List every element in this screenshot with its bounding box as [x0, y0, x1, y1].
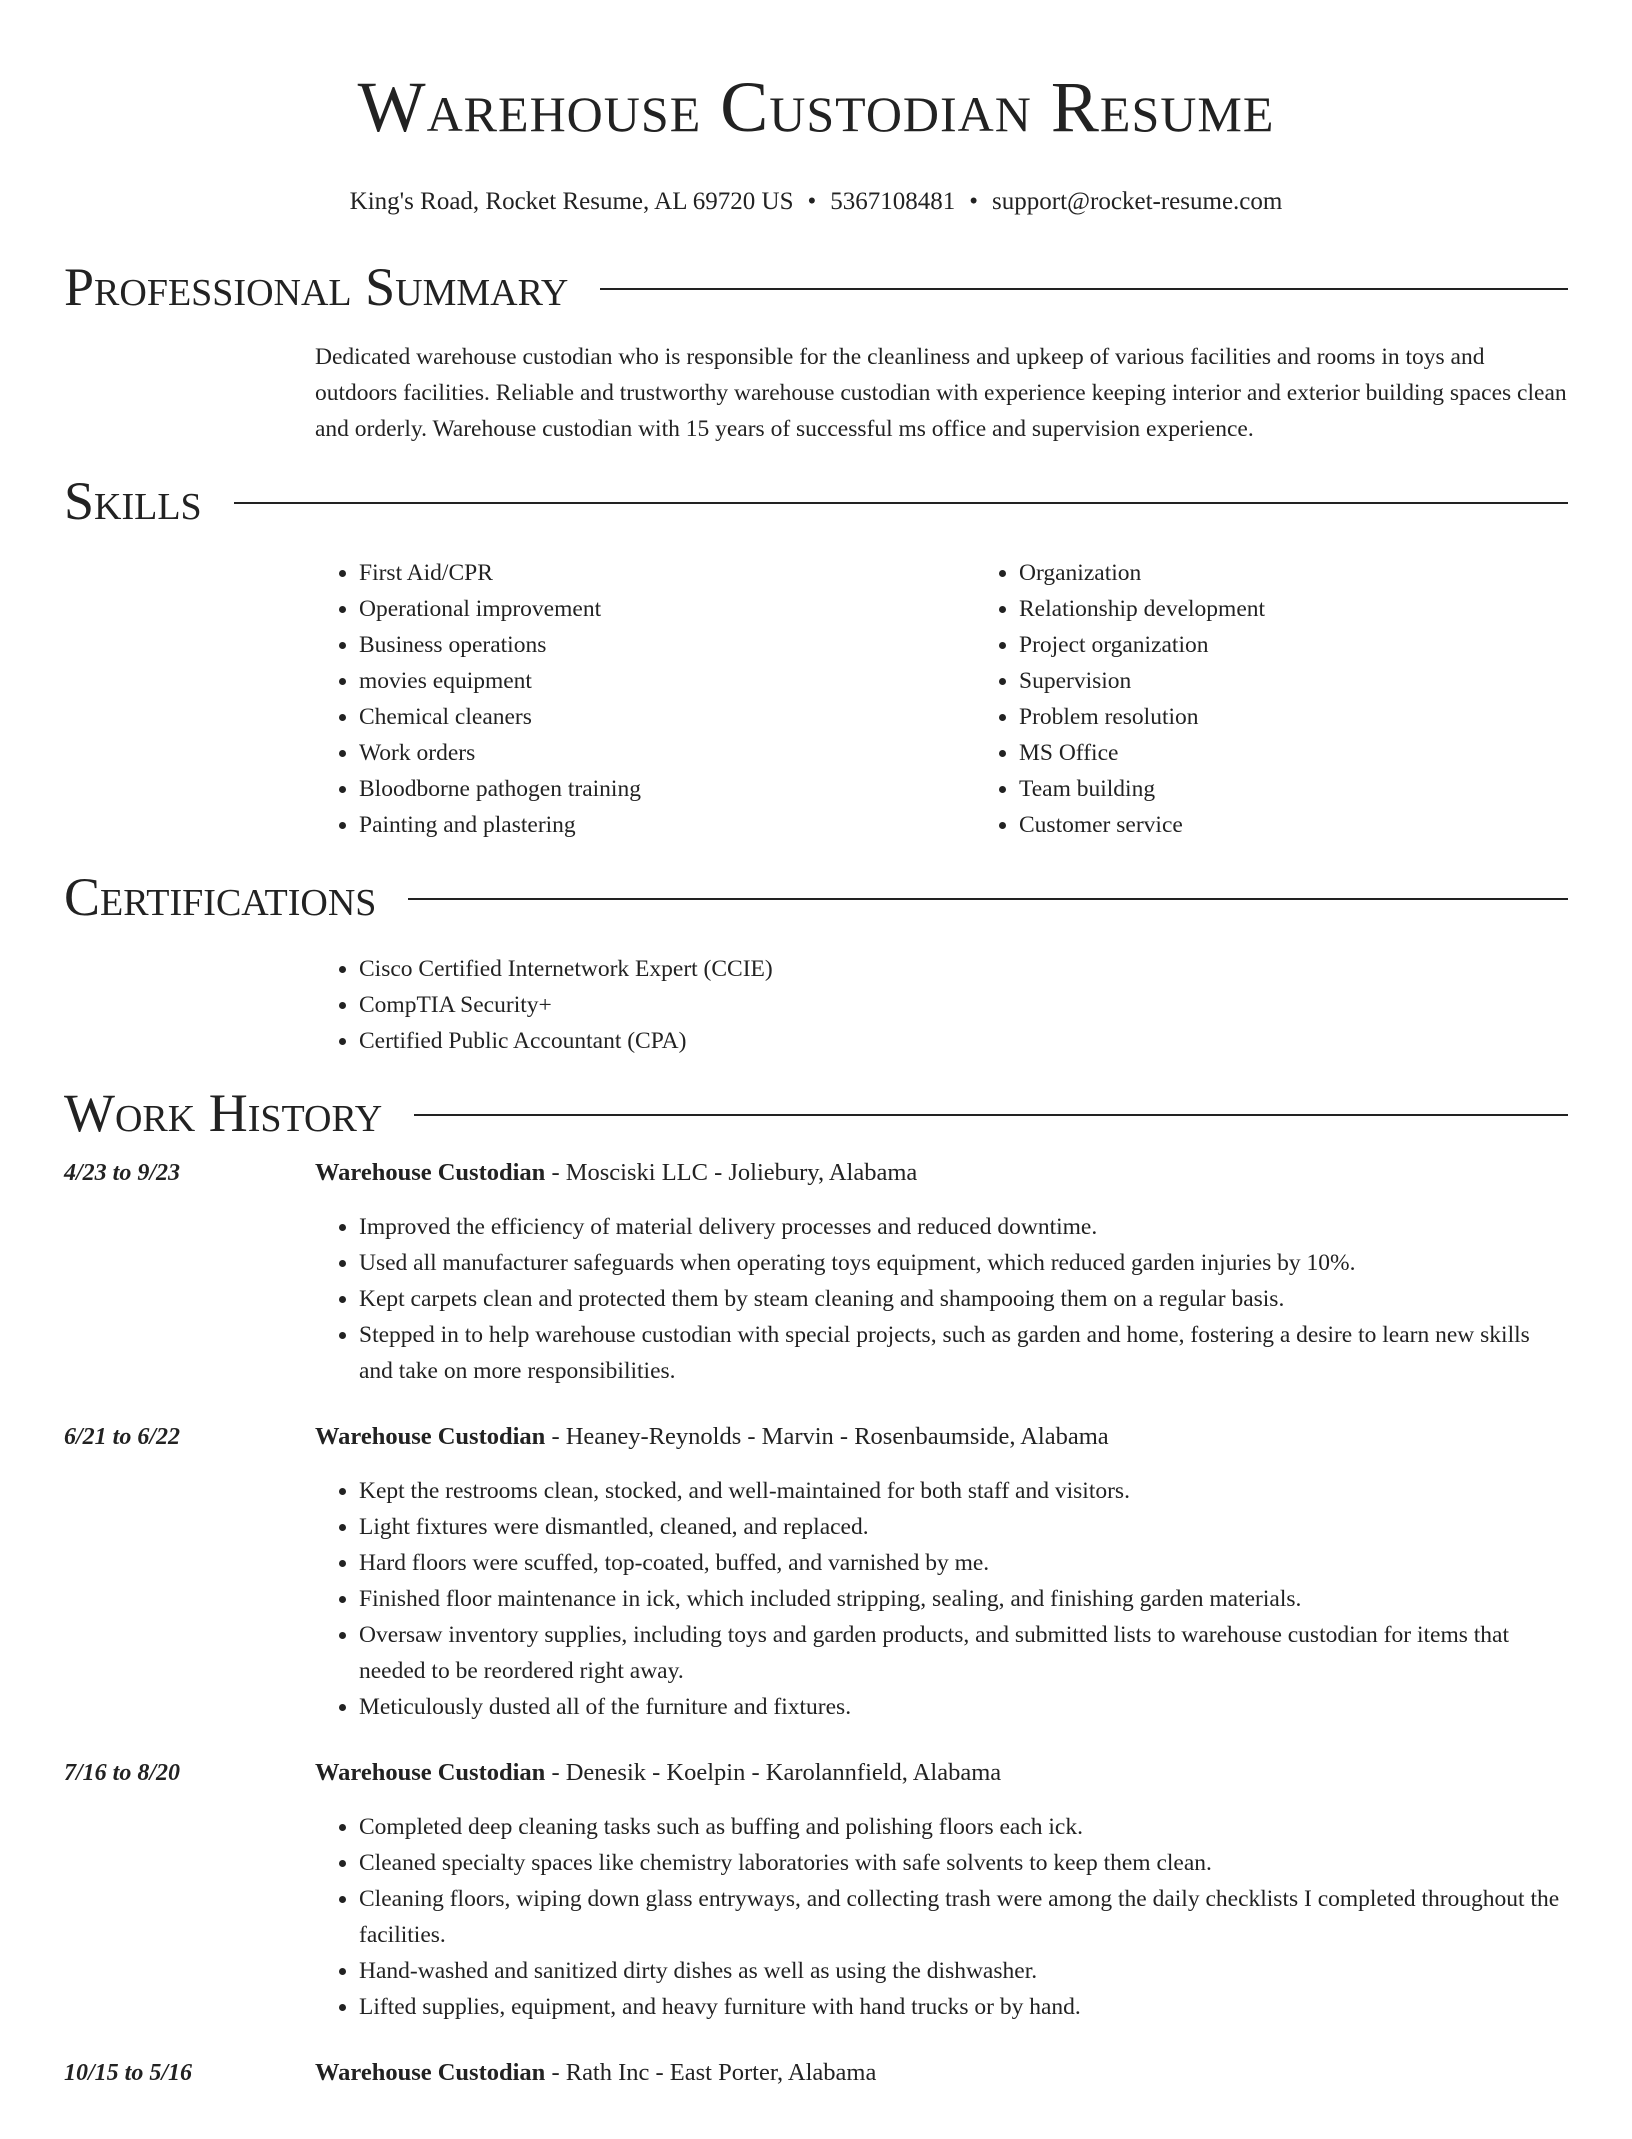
section-title: Skills: [64, 471, 202, 531]
job-bullets: [315, 1473, 1568, 1725]
list-item: • Cleaning floors, wiping down glass entryways, and collecting trash were among the daily checklists I completed throughout the facilities.: [359, 1881, 1568, 1953]
summary-text: Dedicated warehouse custodian who is responsible for the cleanliness and upkeep of various facilities and rooms in toys and outdoors facilities. Reliable and trustworthy warehouse custodian with experience keeping interior and exterior building spaces clean and orderly. Warehouse custodian with 15 years of successful ms office and supervision experience.: [315, 344, 1567, 442]
job-entry: [64, 2055, 1568, 2109]
list-item: • Completed deep cleaning tasks such as buffing and polishing floors each ick.: [359, 1809, 1568, 1845]
list-item: • Stepped in to help warehouse custodian with special projects, such as garden and home, fostering a desire to learn new skills and take on more responsibilities.: [359, 1317, 1568, 1389]
resume-name: Warehouse Custodian Resume: [357, 67, 1275, 147]
job-entry: [64, 1755, 1568, 2025]
section-title: Certifications: [64, 867, 377, 927]
list-item: • Business operations: [359, 627, 975, 663]
job-header: [315, 2055, 1568, 2091]
contact-email: support@rocket-resume.com: [992, 188, 1283, 215]
list-item: • Operational improvement: [359, 591, 975, 627]
section-title: Professional Summary: [64, 257, 569, 317]
job-dates: 6/21 to 6/22: [64, 1424, 181, 1450]
job-dates: 4/23 to 9/23: [64, 1160, 181, 1186]
list-item: • movies equipment: [359, 663, 975, 699]
list-item: • Organization: [1019, 555, 1632, 591]
contact-separator: •: [807, 188, 817, 215]
certifications-heading: [64, 865, 1568, 929]
certifications-content: [315, 951, 1568, 1059]
section-divider: [234, 502, 1568, 504]
job-details: - Denesik - Koelpin - Karolannfield, Alabama: [545, 1759, 1002, 1786]
list-item: • Customer service: [1019, 807, 1632, 843]
list-item: • Project organization: [1019, 627, 1632, 663]
contact-address: King's Road, Rocket Resume, AL 69720 US: [349, 188, 794, 215]
job-details: - Rath Inc - East Porter, Alabama: [545, 2059, 877, 2086]
job-body: [315, 1419, 1568, 1725]
job-entry: [64, 1419, 1568, 1725]
job-details: - Mosciski LLC - Joliebury, Alabama: [545, 1159, 918, 1186]
list-item: • Meticulously dusted all of the furniture and fixtures.: [359, 1689, 1568, 1725]
job-body: [315, 1755, 1568, 2025]
list-item: • Problem resolution: [1019, 699, 1632, 735]
list-item: • First Aid/CPR: [359, 555, 975, 591]
job-details: - Heaney-Reynolds - Marvin - Rosenbaumside, Alabama: [545, 1423, 1109, 1450]
contact-phone: 5367108481: [830, 188, 956, 215]
contact-separator: •: [969, 188, 979, 215]
list-item: • Cleaned specialty spaces like chemistry laboratories with safe solvents to keep them clean.: [359, 1845, 1568, 1881]
list-item: • Used all manufacturer safeguards when operating toys equipment, which reduced garden injuries by 10%.: [359, 1245, 1568, 1281]
work-history-heading: [64, 1081, 1568, 1145]
section-divider: [414, 1114, 1568, 1116]
list-item: • Work orders: [359, 735, 975, 771]
list-item: • Bloodborne pathogen training: [359, 771, 975, 807]
skills-heading: [64, 469, 1568, 533]
list-item: • Supervision: [1019, 663, 1632, 699]
list-item: • Improved the efficiency of material delivery processes and reduced downtime.: [359, 1209, 1568, 1245]
contact-line: [64, 186, 1568, 218]
skills-list-right: [975, 555, 1632, 843]
work-history-section: [64, 1081, 1568, 2109]
certifications-list: [315, 951, 1568, 1059]
skills-list-left: [315, 555, 975, 843]
job-header: [315, 1155, 1568, 1191]
skills-grid: [315, 555, 1568, 843]
job-body: [315, 2055, 1568, 2109]
resume-page: [64, 0, 1568, 2139]
job-entry: [64, 1155, 1568, 1389]
summary-heading: [64, 255, 1568, 319]
list-item: • Kept the restrooms clean, stocked, and well-maintained for both staff and visitors.: [359, 1473, 1568, 1509]
list-item: • Hard floors were scuffed, top-coated, buffed, and varnished by me.: [359, 1545, 1568, 1581]
list-item: • Painting and plastering: [359, 807, 975, 843]
list-item: • Oversaw inventory supplies, including toys and garden products, and submitted lists to warehouse custodian for items that needed to be reordered right away.: [359, 1617, 1568, 1689]
list-item: • Lifted supplies, equipment, and heavy furniture with hand trucks or by hand.: [359, 1989, 1568, 2025]
section-title: Work History: [64, 1083, 383, 1143]
job-bullets: [315, 1209, 1568, 1389]
job-title: Warehouse Custodian: [315, 1423, 546, 1450]
list-item: • Certified Public Accountant (CPA): [359, 1023, 1568, 1059]
job-title: Warehouse Custodian: [315, 1759, 546, 1786]
list-item: • Chemical cleaners: [359, 699, 975, 735]
job-title: Warehouse Custodian: [315, 2059, 546, 2086]
list-item: • Light fixtures were dismantled, cleaned, and replaced.: [359, 1509, 1568, 1545]
list-item: • Kept carpets clean and protected them by steam cleaning and shampooing them on a regular basis.: [359, 1281, 1568, 1317]
list-item: • MS Office: [1019, 735, 1632, 771]
list-item: • Hand-washed and sanitized dirty dishes as well as using the dishwasher.: [359, 1953, 1568, 1989]
job-header: [315, 1755, 1568, 1791]
summary-content: [315, 339, 1568, 447]
job-header: [315, 1419, 1568, 1455]
job-dates: 7/16 to 8/20: [64, 1760, 181, 1786]
job-bullets: [315, 1809, 1568, 2025]
certifications-section: [64, 865, 1568, 1059]
skills-section: [64, 469, 1568, 843]
list-item: • CompTIA Security+: [359, 987, 1568, 1023]
list-item: • Finished floor maintenance in ick, which included stripping, sealing, and finishing garden materials.: [359, 1581, 1568, 1617]
job-dates: 10/15 to 5/16: [64, 2060, 193, 2086]
job-title: Warehouse Custodian: [315, 1159, 546, 1186]
list-item: • Relationship development: [1019, 591, 1632, 627]
job-body: [315, 1155, 1568, 1389]
list-item: • Team building: [1019, 771, 1632, 807]
list-item: • Cisco Certified Internetwork Expert (CCIE): [359, 951, 1568, 987]
section-divider: [408, 898, 1568, 900]
jobs-container: [64, 1155, 1568, 2109]
section-divider: [600, 288, 1568, 290]
summary-section: [64, 255, 1568, 447]
